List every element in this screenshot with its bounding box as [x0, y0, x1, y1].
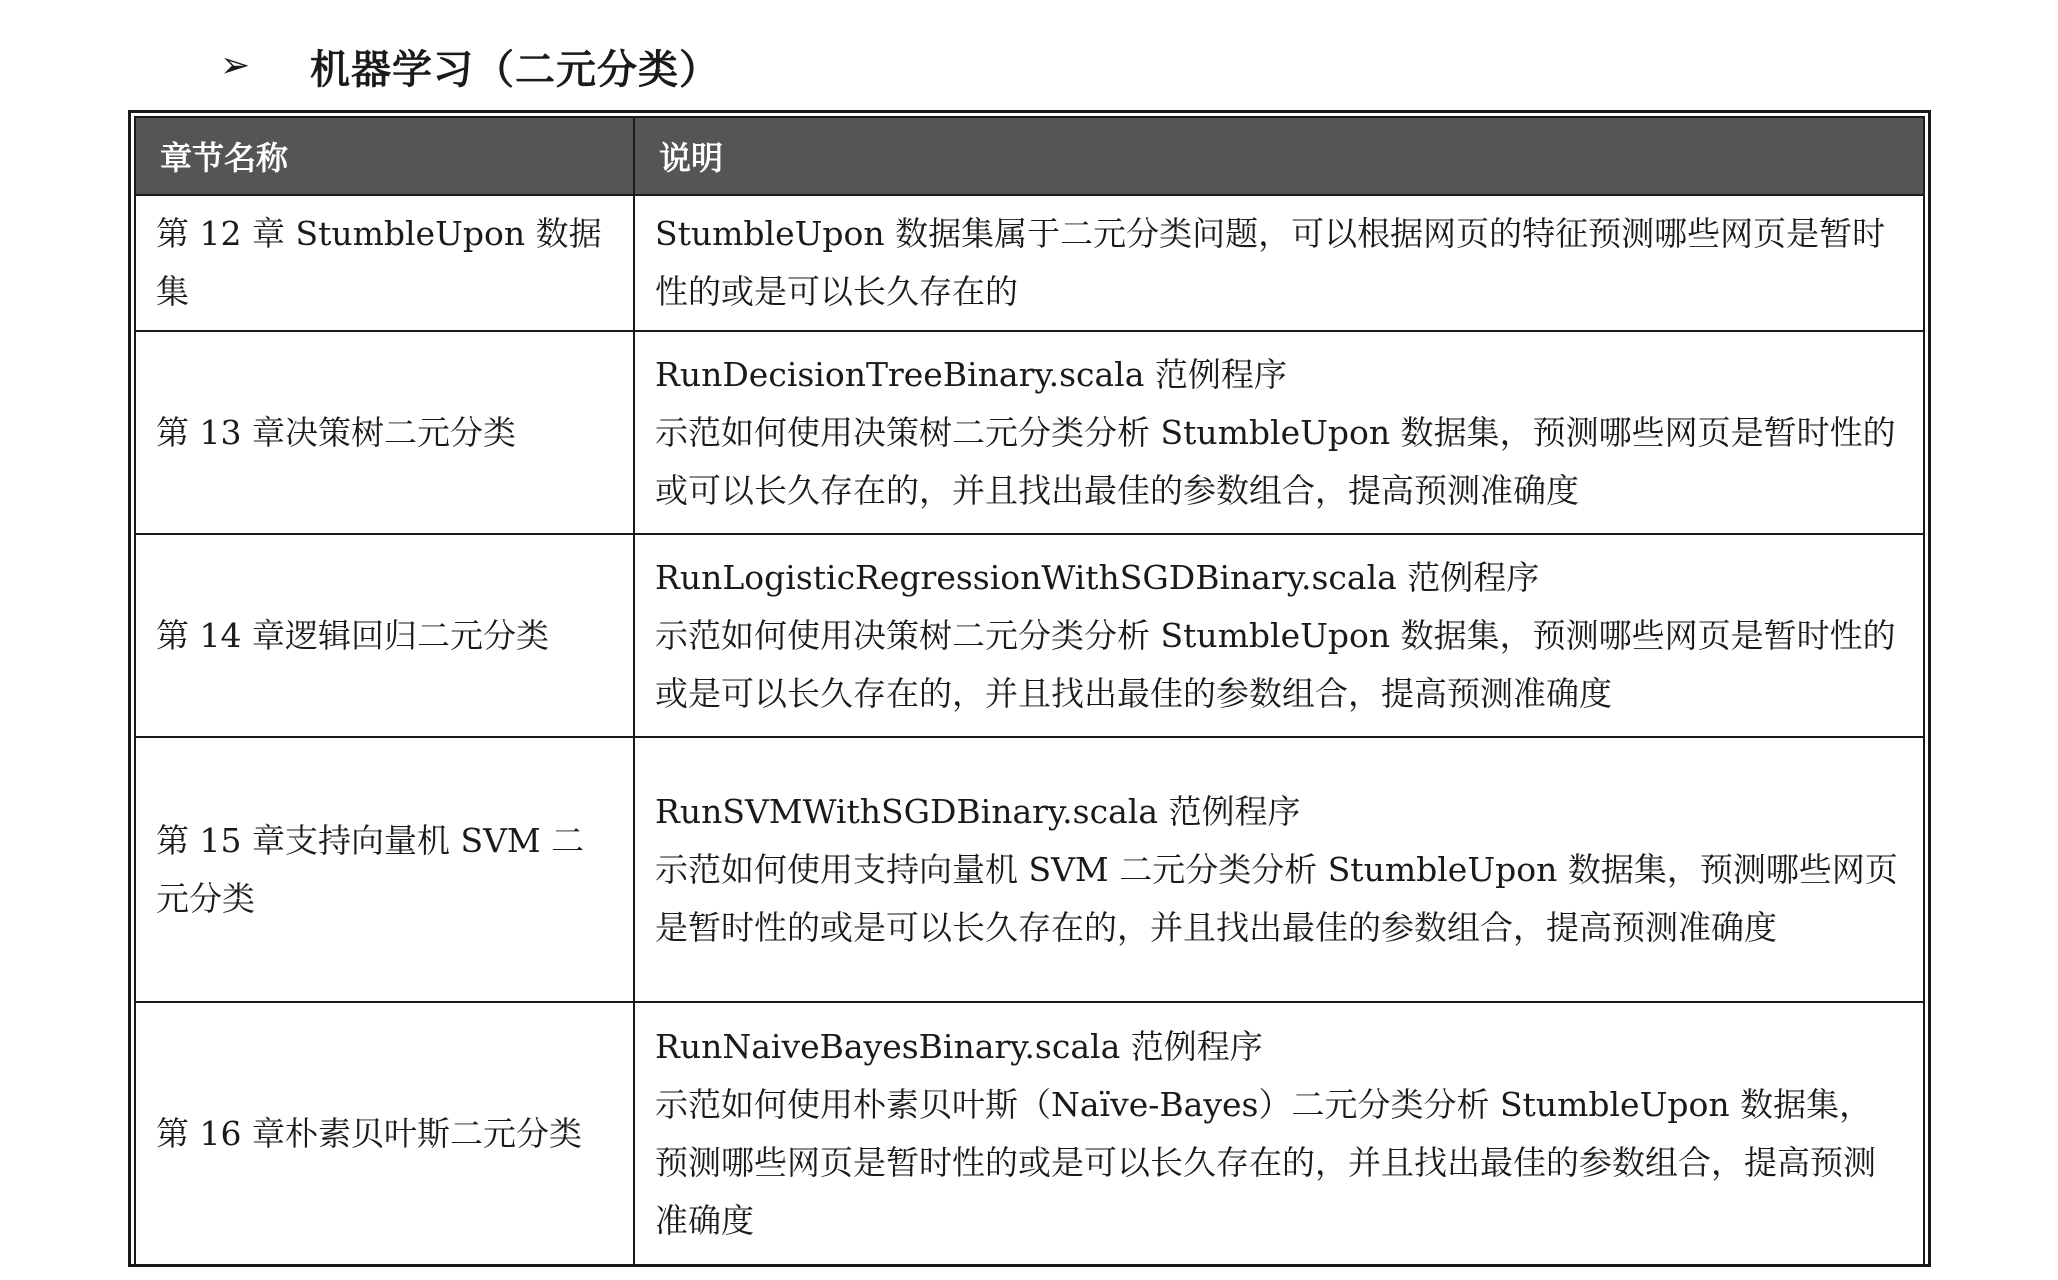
description-cell: [634, 1002, 1924, 1266]
description-cell: [634, 737, 1924, 1002]
arrow-bullet-icon: ➢: [220, 45, 251, 86]
description-cell: [634, 534, 1924, 737]
chapter-name-cell: 第 12 章 StumbleUpon 数据集: [135, 195, 634, 331]
description-text: StumbleUpon 数据集属于二元分类问题，可以根据网页的特征预测哪些网页是暂时性的或是可以长久存在的: [655, 214, 1886, 311]
description-text: 示范如何使用决策树二元分类分析 StumbleUpon 数据集，预测哪些网页是暂时性的或可以长久存在的，并且找出最佳的参数组合，提高预测准确度: [655, 412, 1896, 510]
section-title: 机器学习（二元分类）: [310, 46, 720, 93]
description-cell: [634, 331, 1924, 534]
table-header-row: [135, 117, 1924, 195]
table-row: [135, 331, 1924, 534]
chapter-table: [134, 116, 1925, 1267]
header-description: 说明: [634, 117, 1924, 195]
table-row: [135, 195, 1924, 331]
chapter-table-frame: [128, 110, 1931, 1267]
description-text: 示范如何使用决策树二元分类分析 StumbleUpon 数据集，预测哪些网页是暂时性的或是可以长久存在的，并且找出最佳的参数组合，提高预测准确度: [655, 615, 1896, 713]
chapter-name-cell: 第 14 章逻辑回归二元分类: [135, 534, 634, 737]
chapter-name-cell: 第 15 章支持向量机 SVM 二元分类: [135, 737, 634, 1002]
header-chapter-name: 章节名称: [135, 117, 634, 195]
section-heading: [220, 34, 720, 98]
example-program-name: RunDecisionTreeBinary.scala 范例程序: [655, 354, 1287, 394]
chapter-name-cell: 第 16 章朴素贝叶斯二元分类: [135, 1002, 634, 1266]
table-row: [135, 737, 1924, 1002]
table-row: [135, 1002, 1924, 1266]
description-cell: [634, 195, 1924, 331]
example-program-name: RunSVMWithSGDBinary.scala 范例程序: [655, 791, 1301, 831]
chapter-name-cell: 第 13 章决策树二元分类: [135, 331, 634, 534]
description-text: 示范如何使用朴素贝叶斯（Naïve-Bayes）二元分类分析 StumbleUpon 数据集，预测哪些网页是暂时性的或是可以长久存在的，并且找出最佳的参数组合，提高预测准确度: [655, 1085, 1876, 1240]
example-program-name: RunNaiveBayesBinary.scala 范例程序: [655, 1027, 1263, 1066]
table-row: [135, 534, 1924, 737]
example-program-name: RunLogisticRegressionWithSGDBinary.scala 范例程序: [655, 557, 1540, 597]
description-text: 示范如何使用支持向量机 SVM 二元分类分析 StumbleUpon 数据集，预测哪些网页是暂时性的或是可以长久存在的，并且找出最佳的参数组合，提高预测准确度: [655, 849, 1898, 947]
